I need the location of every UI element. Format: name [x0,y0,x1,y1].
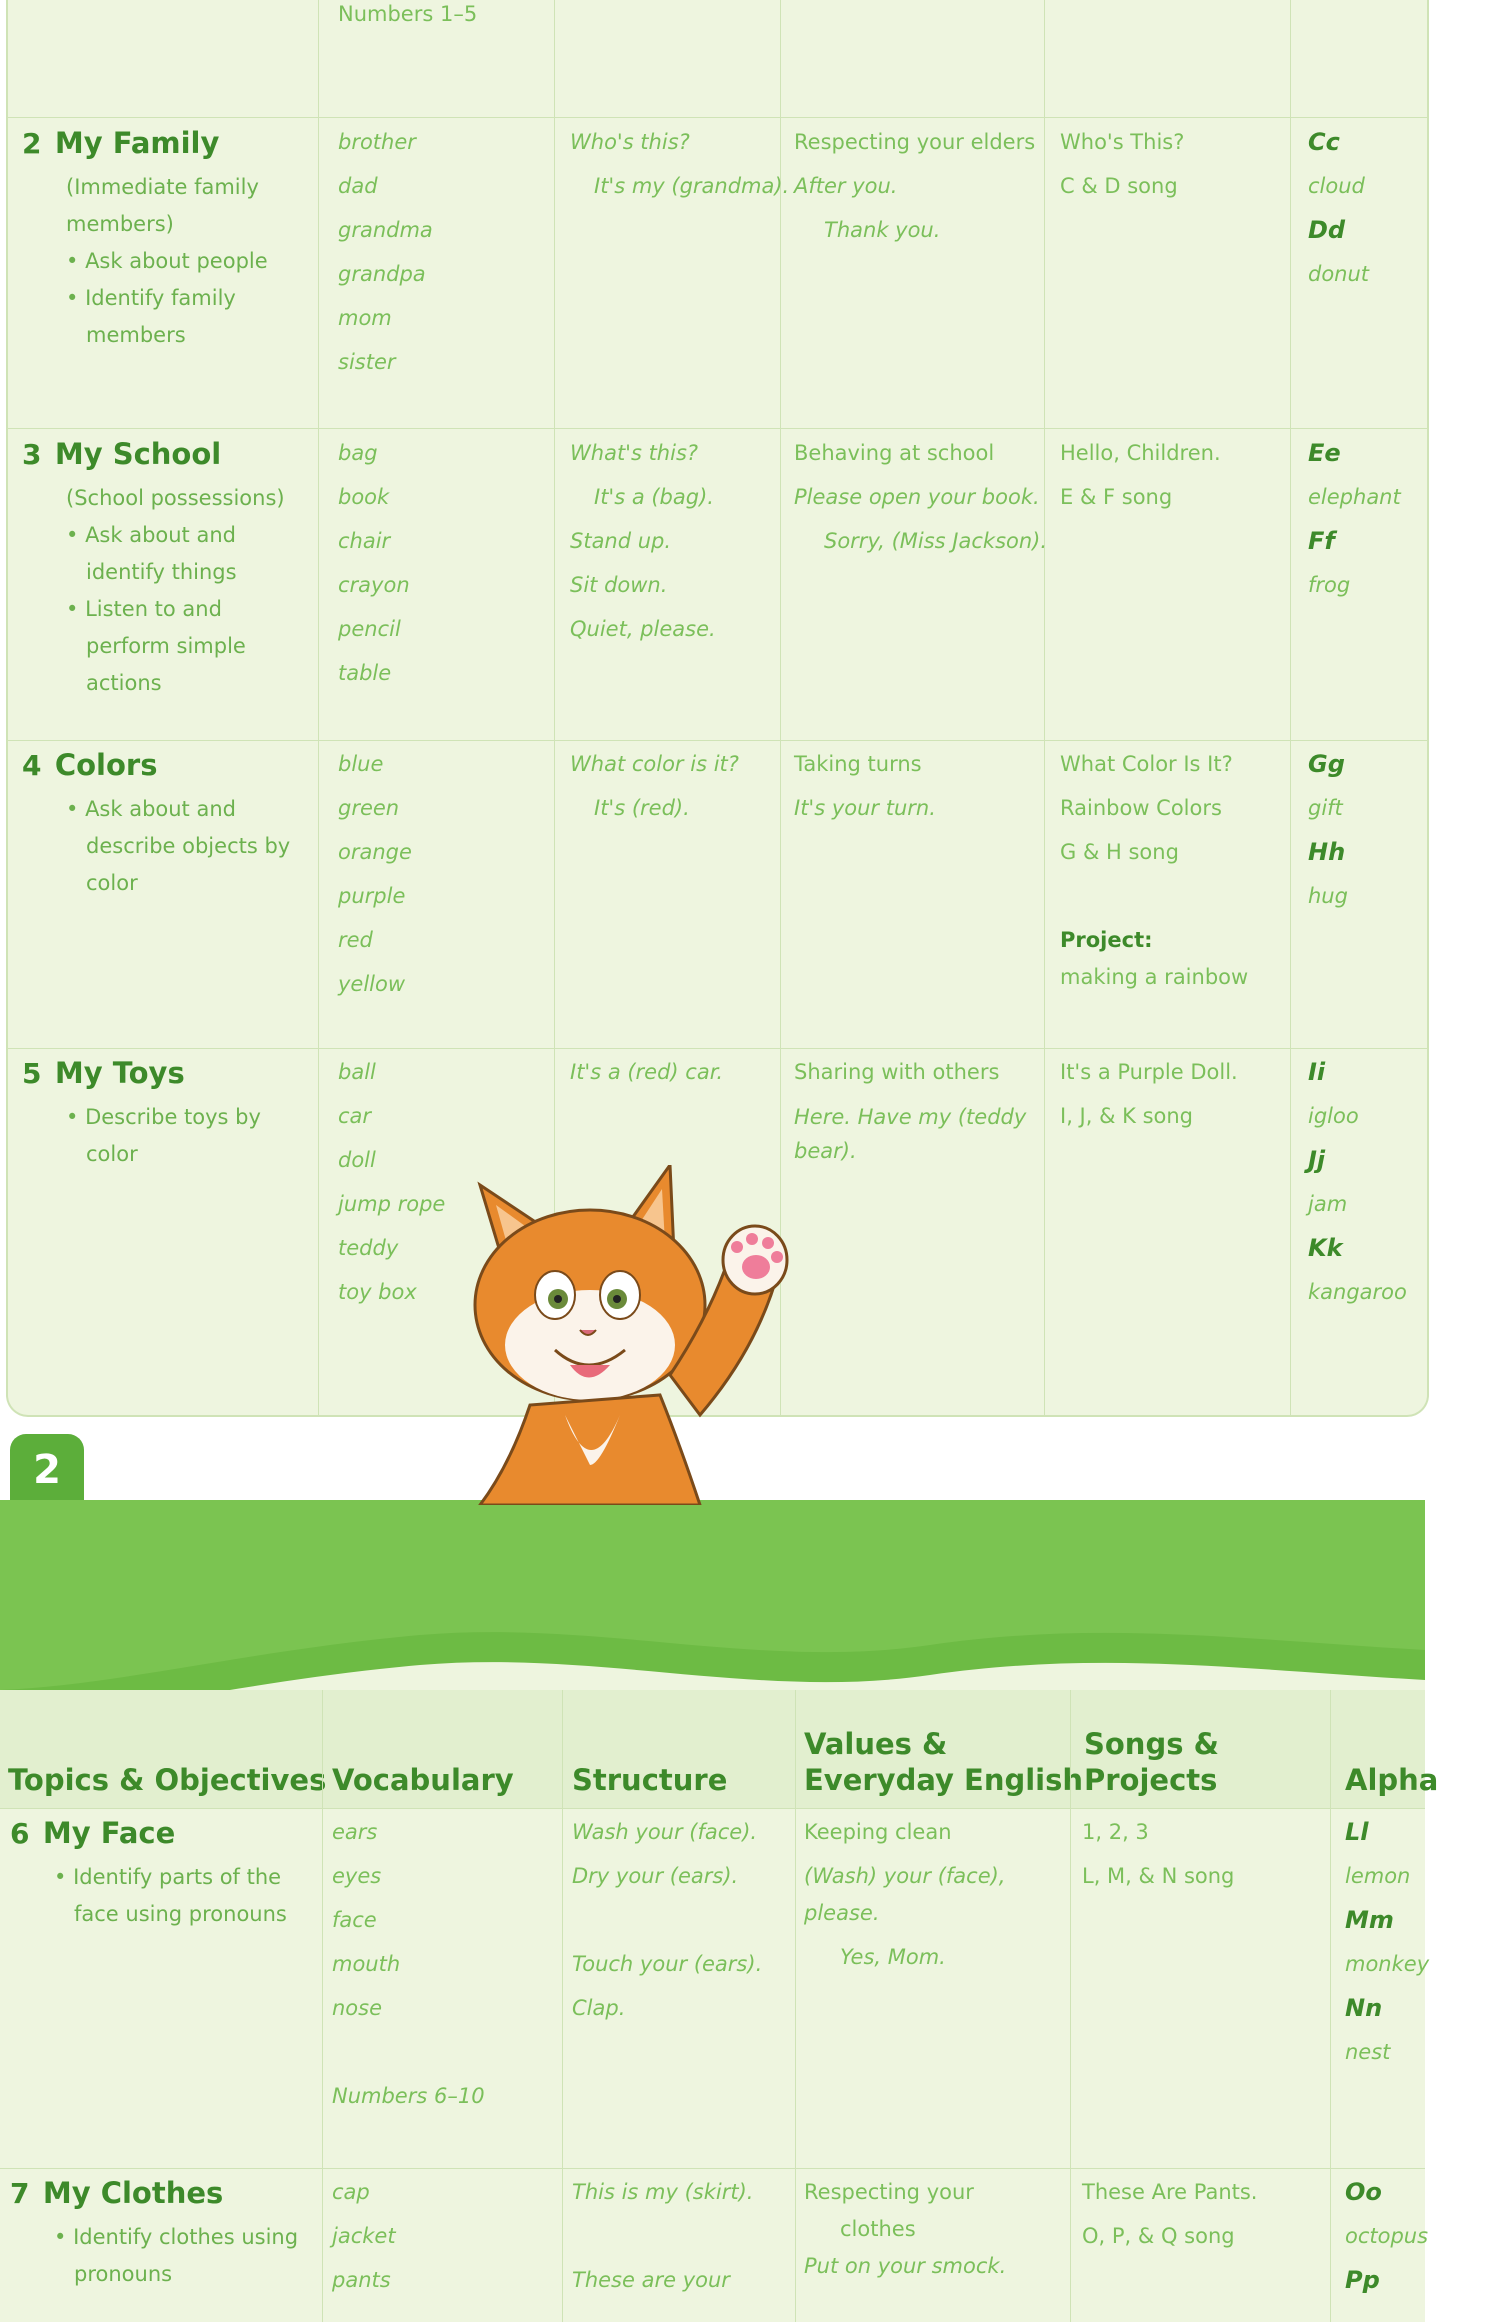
header-songs: Songs & Projects [1084,1727,1219,1797]
grid-line [1044,0,1045,1415]
unit-4-topic: 4 Colors • Ask about and describe objects by color [22,742,312,902]
unit-4-alphabet: Gg gift Hh hug [1308,750,1348,908]
unit-5-values: Sharing with others Here. Have my (teddy bear). [794,1060,1027,1163]
unit-6-values: Keeping clean (Wash) your (face), please. Yes, Mom. [804,1820,1006,1969]
page-number: 2 [10,1434,84,1504]
grid-line [1070,1690,1071,2322]
table-header [0,1690,1439,1808]
unit-2-topic [22,120,312,354]
cat-mascot-illustration [470,1165,810,1505]
unit-2-songs: Who's This? C & D song [1060,130,1185,198]
numbers-fragment: Numbers 1–5 [338,2,478,26]
header-structure: Structure [572,1763,728,1797]
unit-title: My Family [54,126,220,160]
unit-7-values: Respecting your clothes Put on your smock. [804,2180,1007,2278]
header-values: Values & Everyday English [804,1727,1084,1797]
header-topics: Topics & Objectives [8,1763,327,1797]
unit-number: 2 [22,127,42,160]
objective: • Ask about and identify things [66,523,237,584]
objective: • Listen to and perform simple actions [66,597,246,695]
unit-7-songs: These Are Pants. O, P, & Q song [1082,2180,1258,2248]
unit-5-topic: 5 My Toys • Describe toys by color [22,1050,312,1173]
unit-4-structure: What color is it? It's (red). [570,752,739,820]
objective: • Ask about people [66,249,268,273]
unit-3-topic: 3 My School (School possessions) • Ask about and identify things • Listen to and perform simple actions [22,431,312,702]
unit-2-alphabet: Cc cloud Dd donut [1308,128,1370,286]
unit-subtitle: (Immediate family members) [66,175,259,236]
grid-line [1330,1690,1331,2322]
grid-line [562,1690,563,2322]
unit-7-alphabet: Oo octopus Pp [1345,2178,1429,2294]
objective: • Identify clothes using pronouns [54,2225,299,2286]
unit-5-songs: It's a Purple Doll. I, J, & K song [1060,1060,1238,1128]
objective: • Ask about and describe objects by color [66,797,291,895]
scope-sequence-table-lower [0,1690,1439,2322]
objective: • Identify family members [66,286,236,347]
project-label: Project: [1060,928,1153,952]
grid-line [0,2168,1425,2169]
header-vocabulary: Vocabulary [332,1763,514,1797]
unit-6-songs: 1, 2, 3 L, M, & N song [1082,1820,1235,1888]
grid-line [0,1808,1425,1809]
unit-4-vocabulary: blue green orange purple red yellow [338,752,412,996]
unit-6-structure: Wash your (face). Dry your (ears). Touch your (ears). Clap. [572,1820,763,2020]
unit-2-structure: Who's this? It's my (grandma). [570,130,790,198]
unit-5-vocabulary: ball car doll jump rope teddy toy box [338,1060,446,1304]
grid-line [322,1690,323,2322]
grid-line [318,0,319,1415]
grid-line [795,1690,796,2322]
unit-2-values: Respecting your elders After you. Thank you. [794,130,1036,242]
unit-2-vocabulary: brother dad grandma grandpa mom sister [338,130,433,374]
unit-5-alphabet: Ii igloo Jj jam Kk kangaroo [1308,1058,1407,1304]
unit-3-songs: Hello, Children. E & F song [1060,441,1221,509]
grid-line [8,428,1427,429]
grid-line [1290,0,1291,1415]
project: making a rainbow [1060,965,1249,989]
header-alphabet: Alpha [1345,1763,1439,1797]
objective: • Identify parts of the face using pronouns [54,1865,287,1926]
unit-7-topic: 7 My Clothes • Identify clothes using pronouns [10,2170,318,2293]
unit-3-structure: What's this? It's a (bag). Stand up. Sit down. Quiet, please. [570,441,716,641]
unit-6-topic: 6 My Face • Identify parts of the face using pronouns [10,1810,318,1933]
unit-4-values: Taking turns It's your turn. [794,752,936,820]
unit-6-vocabulary: ears eyes face mouth nose Numbers 6–10 [332,1820,485,2108]
grid-line [8,1048,1427,1049]
unit-3-vocabulary: bag book chair crayon pencil table [338,441,410,685]
unit-7-vocabulary: cap jacket pants [332,2180,396,2292]
grid-line [8,117,1427,118]
unit-4-songs: What Color Is It? Rainbow Colors G & H song Project: making a rainbow [1060,742,1248,992]
unit-3-alphabet: Ee elephant Ff frog [1308,439,1401,597]
unit-6-alphabet: Ll lemon Mm monkey Nn nest [1345,1818,1430,2064]
grid-line [8,740,1427,741]
objective: • Describe toys by color [66,1105,261,1166]
unit-5-structure: It's a (red) car. [570,1060,724,1084]
unit-7-structure: This is my (skirt). These are your [572,2180,754,2292]
unit-3-values: Behaving at school Please open your book. Sorry, (Miss Jackson). [794,441,1048,553]
